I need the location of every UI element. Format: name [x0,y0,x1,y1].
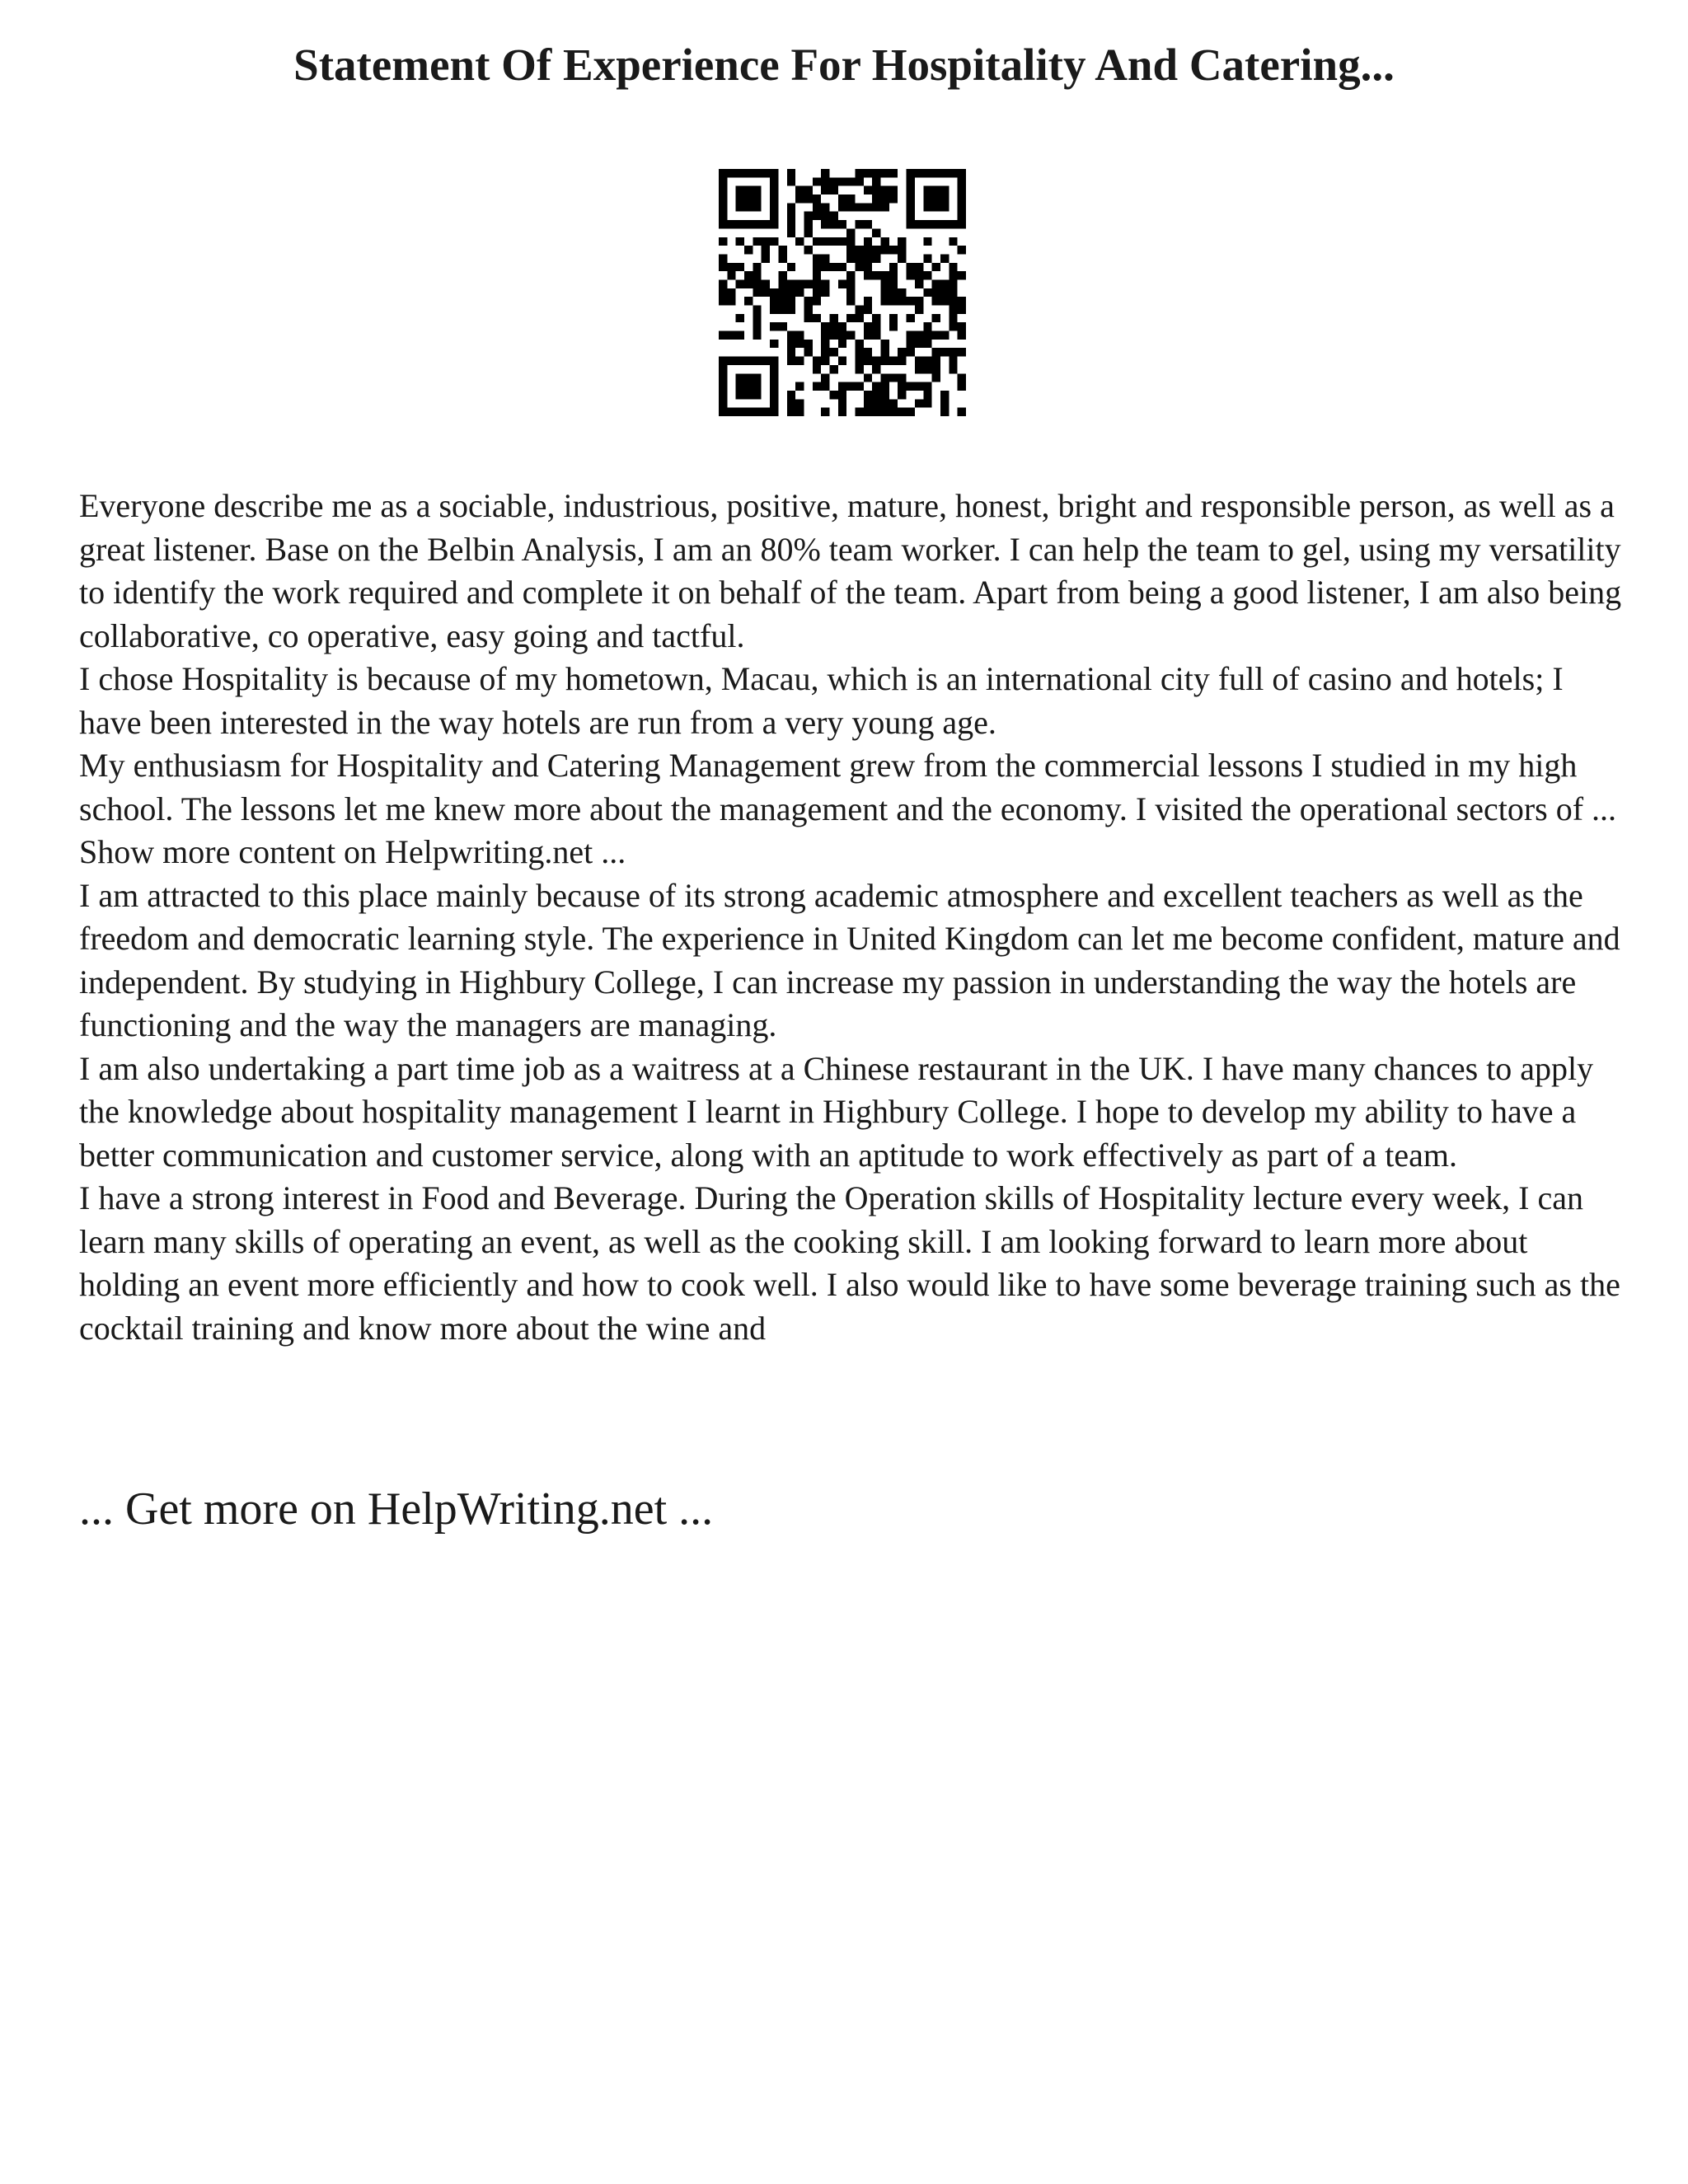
paragraph: I am also undertaking a part time job as a waitress at a Chinese restaurant in the UK. I have many chances to apply the knowledge about hospitality management I learnt in Highbury College. I hope to develop my ability to have a better communication and customer service, along with an aptitude to work effectively as part of a team. [79,1049,1594,1174]
paragraph: My enthusiasm for Hospitality and Catering Management grew from the commercial lessons I studied in my high school. The lessons let me knew more about the management and the economy. I visited the operational sectors of ... Show more content on Helpwriting.net ... [79,747,1617,870]
paragraph: Everyone describe me as a sociable, industrious, positive, mature, honest, bright and responsible person, as well as a great listener. Base on the Belbin Analysis, I am an 80% team worker. I can help the team to gel, using my versatility to identify the work required and complete it on behalf of the team. Apart from being a good listener, I am also being collaborative, co operative, easy going and tactful. [79,487,1622,654]
paragraph: I am attracted to this place mainly because of its strong academic atmosphere and excellent teachers as well as the freedom and democratic learning style. The experience in United Kingdom can let me become confident, mature and independent. By studying in Highbury College, I can increase my passion in understanding the way the hotels are functioning and the way the managers are managing. [79,876,1620,1043]
paragraph: I have a strong interest in Food and Beverage. During the Operation skills of Hospitality lecture every week, I can learn many skills of operating an event, as well as the cooking skill. I am looking forward to learn more about holding an event more efficiently and how to cook well. I also would like to have some beverage training such as the cocktail training and know more about the wine and [79,1179,1620,1347]
get-more-link[interactable]: ... Get more on HelpWriting.net ... [79,1483,714,1535]
document-title: Statement Of Experience For Hospitality And Catering... [293,40,1395,90]
qr-code-icon [719,169,966,416]
document-body [79,485,1629,1350]
paragraph: I chose Hospitality is because of my hometown, Macau, which is an international city full of casino and hotels; I have been interested in the way hotels are run from a very young age. [79,660,1564,741]
